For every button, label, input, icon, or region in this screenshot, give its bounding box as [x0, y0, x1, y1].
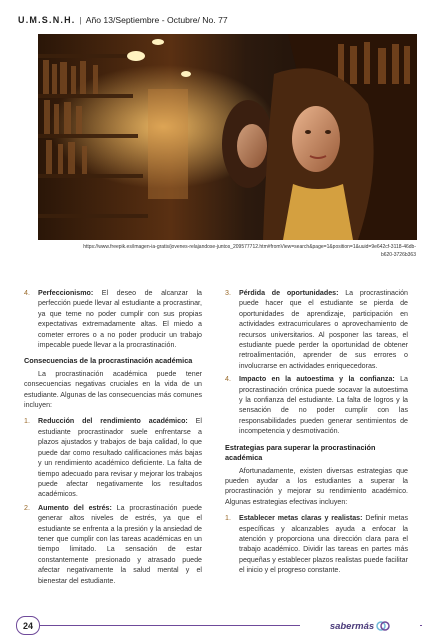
- item-number: 4.: [225, 375, 231, 384]
- item-text: La procrastinación puede generar altos niveles de estrés, ya que el estudiante se enfrenta a la presión y la ansiedad de tener que cumplir con las tareas académicas en un tiempo limitado. La sensación de estar constantemente presionado y atrasado puede afectar negativamente la salud mental y el bienestar del estudiante.: [38, 503, 202, 585]
- section-heading: Consecuencias de la procrastinación académica: [24, 356, 193, 366]
- item-text: La procrastinación crónica puede socavar la autoestima y la confianza del estudiante. La falta de logros y la sensación de no poder cumplir con las responsabilidades pueden generar sentimientos de incompetencia y desmotivación.: [239, 375, 408, 436]
- item-title: Impacto en la autoestima y la confianza:: [239, 375, 395, 384]
- section-paragraph: La procrastinación académica puede tener consecuencias negativas cruciales en la vida de un estudiante. Algunas de las consecuencias más comunes incluyen:: [24, 369, 202, 410]
- issue-info: Año 13/Septiembre - Octubre/ No. 77: [85, 15, 228, 25]
- item-text: La procrastinación puede hacer que el estudiante se pierda de oportunidades de aprendizaje, participación en actividades extracurriculares o aprovechamiento de recursos universitarios. Al posponer las tareas, el estudiante puede perder la oportunidad de obtener retroalimentación, aprender de sus errores o involucrarse en actividades enriquecedoras.: [239, 289, 408, 370]
- item-text: Definir metas específicas y alcanzables ayuda a enfocar la atención y proporciona una dirección clara para el trabajo académico. Dividir las tareas en partes más pequeñas y establecer plazos realistas puede facilitar el inicio y el progreso constante.: [239, 514, 408, 575]
- library-illustration: [38, 34, 417, 240]
- library-photo: [38, 34, 417, 240]
- journal-brand: U.M.S.N.H.: [18, 15, 76, 25]
- item-title: Reducción del rendimiento académico:: [38, 417, 188, 426]
- logo-mark-icon: [376, 619, 390, 633]
- page-number: 24: [16, 616, 40, 635]
- item-number: 1.: [225, 514, 231, 523]
- list-item: [225, 374, 408, 436]
- list-item: [225, 288, 408, 371]
- header-separator: |: [79, 15, 82, 25]
- item-number: 2.: [24, 503, 30, 512]
- logo-text: sabermás: [329, 620, 375, 632]
- left-column: [24, 288, 202, 589]
- list-item: [24, 288, 202, 350]
- item-number: 3.: [225, 289, 231, 297]
- item-title: Establecer metas claras y realistas:: [239, 514, 363, 523]
- item-title: Perfeccionismo:: [38, 289, 94, 297]
- list-item: [225, 513, 408, 575]
- page-header: [18, 12, 418, 28]
- section-paragraph: Afortunadamente, existen diversas estrategias que pueden ayudar a los estudiantes a superar la procrastinación y mejorar su rendimiento académico. Algunas estrategias efectivas incluyen:: [225, 466, 408, 506]
- list-item: [24, 503, 202, 586]
- image-caption: https://www.freepik.es/imagen-ia-gratis/jovenes-relajandose-juntos_209577712.htm#fromView=search&page=1&position=1&uuid=9e642cf-3118-46db-b620-3726b363: [83, 244, 416, 258]
- item-number: 1.: [24, 417, 30, 426]
- item-title: Pérdida de oportunidades:: [239, 289, 339, 297]
- page-footer: [0, 614, 436, 638]
- right-column: [225, 288, 408, 579]
- item-title: Aumento del estrés:: [38, 503, 112, 512]
- list-item: [24, 416, 202, 499]
- item-text: El estudiante procrastinador suele enfrentarse a plazos ajustados y trabajos de baja calidad, lo que puede dar como resultado calificaciones más bajas y un rendimiento académico deficiente. La falta de tiempo adecuado para revisar y mejorar los trabajos puede afectar negativamente los resultados académicos.: [38, 417, 202, 499]
- item-number: 4.: [24, 289, 30, 297]
- item-text: El deseo de alcanzar la perfección puede llevar al estudiante a procrastinar, ya que teme no poder cumplir con sus propias expectativas extremadamente altas. El miedo a cometer errores o a no poder producir un trabajo impecable puede llevar a la procrastinación.: [38, 289, 202, 350]
- section-heading: Estrategias para superar la procrastinación académica: [225, 442, 376, 463]
- sabermas-logo: [300, 617, 420, 635]
